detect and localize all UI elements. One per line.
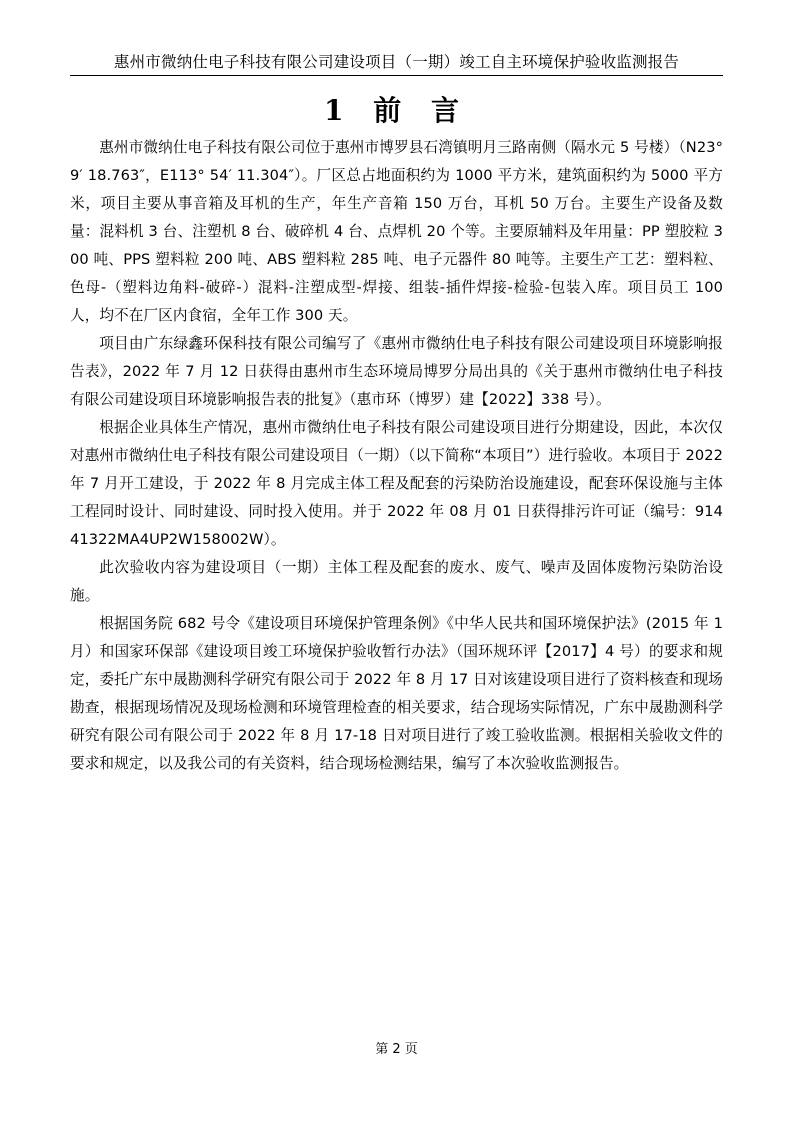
chapter-title: 1 前 言: [324, 94, 469, 127]
body-text: [70, 134, 723, 778]
page-number: 第 2 页: [375, 1042, 418, 1057]
paragraph-project-overview: 惠州市微纳仕电子科技有限公司位于惠州市博罗县石湾镇明月三路南侧（隔水元 5 号楼）（N23° 9′ 18.763″，E113° 54′ 11.304″）。厂区总占地面积约为 1000 平方米，建筑面积约为 5000 平方米，项目主要从事音箱及耳机的生产，年生产音箱 150 万台，耳机 50 万台。主要生产设备及数量：混料机 3 台、注塑机 8 台、破碎机 4 台、点焊机 20 个等。主要原辅料及年用量：PP 塑胶粒 300 吨、PPS 塑料粒 200 吨、ABS 塑料粒 285 吨、电子元器件 80 吨等。主要生产工艺：塑料粒、色母-（塑料边角料-破碎-）混料-注塑成型-焊接、组装-插件焊接-检验-包装入库。项目员工 100 人，均不在厂区内食宿，全年工作 300 天。: [70, 139, 723, 324]
header-divider: [70, 75, 723, 76]
paragraph-acceptance-scope: 此次验收内容为建设项目（一期）主体工程及配套的废水、废气、噪声及固体废物污染防治设施。: [70, 559, 723, 604]
paragraph-legal-basis: 根据国务院 682 号令《建设项目环境保护管理条例》《中华人民共和国环境保护法》(2015 年 1 月）和国家环保部《建设项目竣工环境保护验收暂行办法》（国环规环评【2017】4 号）的要求和规定，委托广东中晟勘测科学研究有限公司于 2022 年 8 月 17 日对该建设项目进行了资料核查和现场勘查，根据现场情况及现场检测和环境管理检查的相关要求，结合现场实际情况，广东中晟勘测科学研究有限公司有限公司于 2022 年 8 月 17-18 日对项目进行了竣工验收监测。根据相关验收文件的要求和规定，以及我公司的有关资料，结合现场检测结果，编写了本次验收监测报告。: [70, 615, 723, 772]
paragraph-eia-approval: 项目由广东绿鑫环保科技有限公司编写了《惠州市微纳仕电子科技有限公司建设项目环境影响报告表》，2022 年 7 月 12 日获得由惠州市生态环境局博罗分局出具的《关于惠州市微纳仕电子科技有限公司建设项目环境影响报告表的批复》（惠市环（博罗）建【2022】338 号）。: [70, 335, 723, 408]
paragraph-phased-construction: 根据企业具体生产情况，惠州市微纳仕电子科技有限公司建设项目进行分期建设，因此，本次仅对惠州市微纳仕电子科技有限公司建设项目（一期）（以下简称“本项目”）进行验收。本项目于 2022 年 7 月开工建设，于 2022 年 8 月完成主体工程及配套的污染防治设施建设，配套环保设施与主体工程同时设计、同时建设、同时投入使用。并于 2022 年 08 月 01 日获得排污许可证（编号：91441322MA4UP2W158002W）。: [70, 419, 723, 548]
running-header: 惠州市微纳仕电子科技有限公司建设项目（一期）竣工自主环境保护验收监测报告: [113, 53, 680, 71]
